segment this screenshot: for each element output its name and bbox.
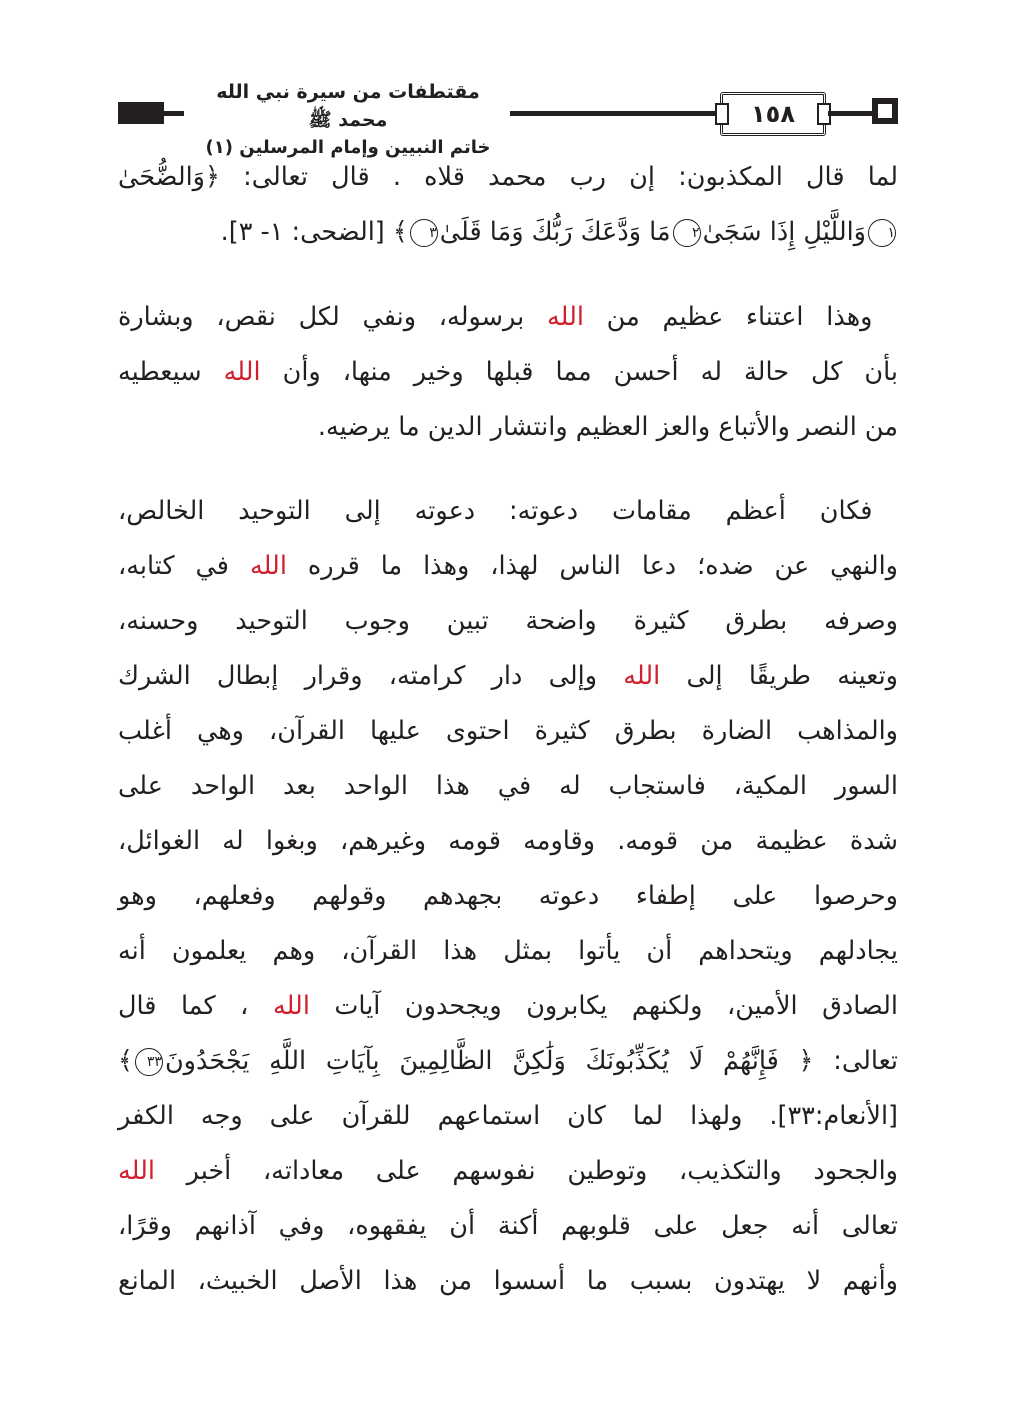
text-line: [118, 1144, 898, 1199]
paragraph-2: [118, 290, 898, 455]
text-line: [الأنعام:٣٣]. ولهذا لما كان استماعهم للقرآن على وجه الكفر: [118, 1101, 898, 1131]
text-run: سيعطيه: [118, 357, 224, 387]
text-line: [118, 1034, 898, 1089]
divine-name: الله: [223, 357, 261, 387]
text-line: وأنهم لا يهتدون بسبب ما أسسوا من هذا الأصل الخبيث، المانع: [118, 1266, 898, 1296]
divine-name: الله: [118, 1156, 155, 1186]
divine-name: الله: [249, 551, 287, 581]
text-line: [118, 979, 898, 1034]
verse-number-marker: ٣: [410, 219, 438, 247]
text-run: برسوله، ونفي لكل نقص، وبشارة: [118, 302, 547, 332]
text-run: ، كما قال: [118, 991, 273, 1021]
book-title-line2: خاتم النبيين وإمام المرسلين (١): [205, 137, 491, 158]
verse-number-marker: ١: [868, 219, 896, 247]
text-run: وإلى دار كرامته، وقرار إبطال الشرك: [118, 661, 624, 691]
verse-bracket: ﴾: [118, 1046, 133, 1076]
page-number: ١٥٨: [751, 100, 795, 128]
text-run: وهذا اعتناء عظيم من: [583, 302, 873, 332]
text-line: السور المكية، فاستجاب له في هذا الواحد بعد الواحد على: [118, 771, 898, 801]
quran-verse: ﴿وَالضُّحَىٰ: [118, 162, 220, 192]
text-line: [118, 290, 898, 345]
text-run: والجحود والتكذيب، وتوطين نفوسهم على معاداته، أخبر: [154, 1156, 898, 1186]
verse-citation: ﴾ [الضحى: ١- ٣].: [220, 217, 408, 247]
text-run: في كتابه،: [118, 551, 250, 581]
text-line: وحرصوا على إطفاء دعوته بجهدهم وقولهم وفعلهم، وهو: [118, 881, 898, 911]
divine-name: الله: [546, 302, 584, 332]
page-header: [118, 78, 898, 158]
text-line: شدة عظيمة من قومه. وقاومه قومه وغيرهم، وبغوا له الغوائل،: [118, 826, 898, 856]
header-rule-middle: [510, 111, 722, 116]
book-title-line1: مقتطفات من سيرة نبي الله محمد ﷺ: [216, 81, 480, 131]
divine-name: الله: [623, 661, 661, 691]
text-run: لما قال المكذبون: إن رب محمد قلاه . قال تعالى:: [219, 162, 898, 192]
text-line: [118, 150, 898, 205]
quran-verse: مَا وَدَّعَكَ رَبُّكَ وَمَا قَلَىٰ: [439, 217, 671, 247]
text-run: تعالى:: [813, 1046, 899, 1076]
text-line: وصرفه بطرق كثيرة واضحة تبين وجوب التوحيد وحسنه،: [118, 606, 898, 636]
text-run: فكان أعظم مقامات دعوته: دعوته إلى التوحيد الخالص،: [118, 496, 873, 526]
text-line: تعالى أنه جعل على قلوبهم أكنة أن يفقهوه، وفي آذانهم وقرًا،: [118, 1211, 898, 1241]
header-ornament-block: [118, 102, 164, 124]
quran-verse: ﴿ فَإِنَّهُمْ لَا يُكَذِّبُونَكَ وَلَٰكِنَّ الظَّالِمِينَ بِآيَاتِ اللَّهِ يَجْحَدُونَ: [164, 1046, 814, 1076]
text-run: وتعينه طريقًا إلى: [660, 661, 898, 691]
verse-number-marker: ٢: [673, 219, 701, 247]
header-ornament-square: [872, 98, 898, 124]
text-line: يجادلهم ويتحداهم أن يأتوا بمثل هذا القرآن، وهم يعلمون أنه: [118, 936, 898, 966]
header-rule-left: [164, 111, 184, 116]
text-line: [118, 345, 898, 400]
text-line: [118, 484, 898, 539]
text-line: [118, 205, 898, 260]
text-line: من النصر والأتباع والعز العظيم وانتشار الدين ما يرضيه.: [317, 412, 898, 442]
header-rule-right: [828, 111, 876, 116]
text-line: والمذاهب الضارة بطرق كثيرة احتوى عليها القرآن، وهي أغلب: [118, 716, 898, 746]
text-line: [118, 649, 898, 704]
page-number-frame: [720, 92, 826, 136]
divine-name: الله: [272, 991, 310, 1021]
paragraph-3: [118, 484, 898, 1309]
text-run: والنهي عن ضده؛ دعا الناس لهذا، وهذا ما قرره: [286, 551, 898, 581]
text-run: بأن كل حالة له أحسن مما قبلها وخير منها، وأن: [260, 357, 898, 387]
quran-verse: وَاللَّيْلِ إِذَا سَجَىٰ: [702, 217, 866, 247]
paragraph-1: [118, 150, 898, 260]
text-line: [118, 539, 898, 594]
verse-number-marker: ٣٣: [135, 1048, 163, 1076]
text-run: الصادق الأمين، ولكنهم يكابرون ويجحدون آيات: [309, 991, 898, 1021]
